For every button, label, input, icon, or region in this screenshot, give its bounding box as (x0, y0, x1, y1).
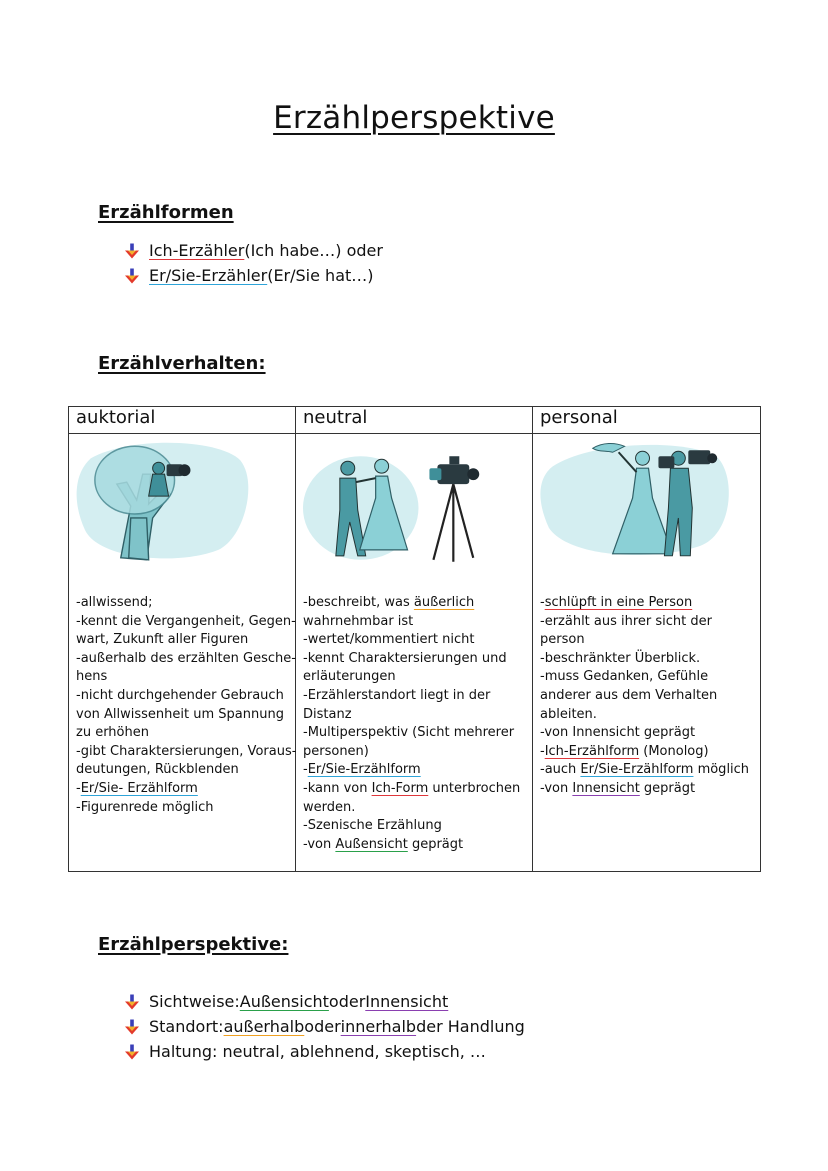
erzaehlformen-list (124, 238, 383, 288)
underlined-term: innerhalb (340, 1017, 417, 1036)
cell-personal (533, 434, 761, 872)
description-list (540, 594, 756, 799)
underlined-term: Er/Sie- Erzählform (80, 780, 198, 796)
underlined-term: Er/Sie-Erzählform (580, 762, 694, 778)
term-ich-erzaehler: Ich-Erzähler (149, 241, 245, 260)
description-line: -von Innensicht geprägt (540, 780, 696, 796)
cell-auktorial (69, 434, 296, 872)
term-er-sie-erzaehler: Er/Sie-Erzähler (149, 266, 268, 285)
list-item (124, 238, 383, 263)
description-line: -allwissend; (76, 595, 153, 610)
description-line: anderer aus dem Verhalten (540, 687, 718, 703)
underlined-term: schlüpft in eine Person (544, 595, 693, 610)
cell-neutral (296, 434, 533, 872)
description-list (76, 594, 297, 817)
description-line: person (540, 632, 585, 648)
arrow-bullet-icon (124, 994, 140, 1010)
arrow-bullet-icon (124, 1019, 140, 1035)
description-line: -von Innensicht geprägt (540, 725, 696, 741)
column-header-neutral: neutral (296, 407, 533, 434)
underlined-term: Außensicht (239, 992, 329, 1011)
description-line: -schlüpft in eine Person (540, 595, 693, 610)
description-line: -Ich-Erzählform (Monolog) (540, 743, 709, 759)
narrator-in-tree-with-camera-icon (69, 438, 295, 588)
underlined-term: Er/Sie-Erzählform (307, 762, 421, 778)
item-text: oder (328, 992, 366, 1011)
arrow-bullet-icon (124, 1044, 140, 1060)
erzaehlperspektive-list (124, 989, 525, 1064)
description-line: -Figurenrede möglich (76, 799, 214, 815)
description-line: -gibt Charaktersierungen, Voraus- (76, 743, 297, 759)
description-line: -nicht durchgehender Gebrauch (76, 687, 284, 703)
list-item (124, 1014, 525, 1039)
erzaehlverhalten-table (68, 406, 761, 872)
description-line: wart, Zukunft aller Figuren (76, 632, 249, 648)
description-line: werden. (303, 799, 356, 815)
description-line: -kennt die Vergangenheit, Gegen- (76, 613, 296, 629)
list-item (124, 263, 383, 288)
description-line: -muss Gedanken, Gefühle (540, 669, 709, 685)
item-rest: (Er/Sie hat…) (267, 266, 374, 285)
description-line: erläuterungen (303, 669, 396, 685)
underlined-term: Außensicht (335, 836, 408, 852)
item-text: Standort: (149, 1017, 224, 1036)
description-line: -Er/Sie- Erzählform (76, 780, 198, 796)
section-heading-erzaehlformen: Erzählformen (98, 202, 234, 223)
description-line: personen) (303, 743, 369, 759)
column-header-auktorial: auktorial (69, 407, 296, 434)
description-line: -beschreibt, was äußerlich (303, 595, 475, 610)
list-item (124, 989, 525, 1014)
description-line: -beschränkter Überblick. (540, 650, 701, 666)
item-text: Sichtweise: (149, 992, 240, 1011)
section-heading-erzaehlverhalten: Erzählverhalten: (98, 353, 266, 374)
underlined-term: Innensicht (572, 780, 640, 796)
description-line: hens (76, 669, 108, 685)
section-heading-erzaehlperspektive: Erzählperspektive: (98, 934, 289, 955)
description-line: -von Außensicht geprägt (303, 836, 464, 852)
description-line: -wertet/kommentiert nicht (303, 632, 475, 648)
description-line: -Erzählerstandort liegt in der (303, 687, 491, 703)
description-line: Distanz (303, 706, 352, 722)
underlined-term: Ich-Form (371, 780, 429, 796)
item-text: der Handlung (416, 1017, 525, 1036)
dancing-couple-and-tripod-camera-icon (296, 438, 532, 588)
description-list (303, 594, 528, 854)
narrator-filming-over-shoulder-icon (533, 438, 760, 588)
item-text: oder (304, 1017, 341, 1036)
description-line: ableiten. (540, 706, 597, 722)
arrow-bullet-icon (124, 243, 140, 259)
description-line: -außerhalb des erzählten Gesche- (76, 650, 296, 666)
list-item (124, 1039, 525, 1064)
item-text: Haltung: neutral, ablehnend, skeptisch, … (149, 1042, 486, 1061)
description-line: -auch Er/Sie-Erzählform möglich (540, 762, 750, 778)
description-line: -kann von Ich-Form unterbrochen (303, 780, 521, 796)
page-title: Erzählperspektive (273, 100, 555, 136)
arrow-bullet-icon (124, 268, 140, 284)
underlined-term: Innensicht (365, 992, 449, 1011)
description-line: -kennt Charaktersierungen und (303, 650, 507, 666)
item-rest: (Ich habe…) oder (244, 241, 383, 260)
description-line: -Multiperspektiv (Sicht mehrerer (303, 725, 515, 741)
description-line: wahrnehmbar ist (303, 613, 414, 629)
description-line: zu erhöhen (76, 725, 149, 741)
description-line: von Allwissenheit um Spannung (76, 706, 284, 722)
underlined-term: außerhalb (223, 1017, 305, 1036)
description-line: -erzählt aus ihrer sicht der (540, 613, 712, 629)
underlined-term: Ich-Erzählform (544, 743, 640, 759)
description-line: -Szenische Erzählung (303, 818, 442, 834)
column-header-personal: personal (533, 407, 761, 434)
description-line: -Er/Sie-Erzählform (303, 762, 421, 778)
underlined-term: äußerlich (413, 595, 475, 610)
description-line: deutungen, Rückblenden (76, 762, 239, 778)
